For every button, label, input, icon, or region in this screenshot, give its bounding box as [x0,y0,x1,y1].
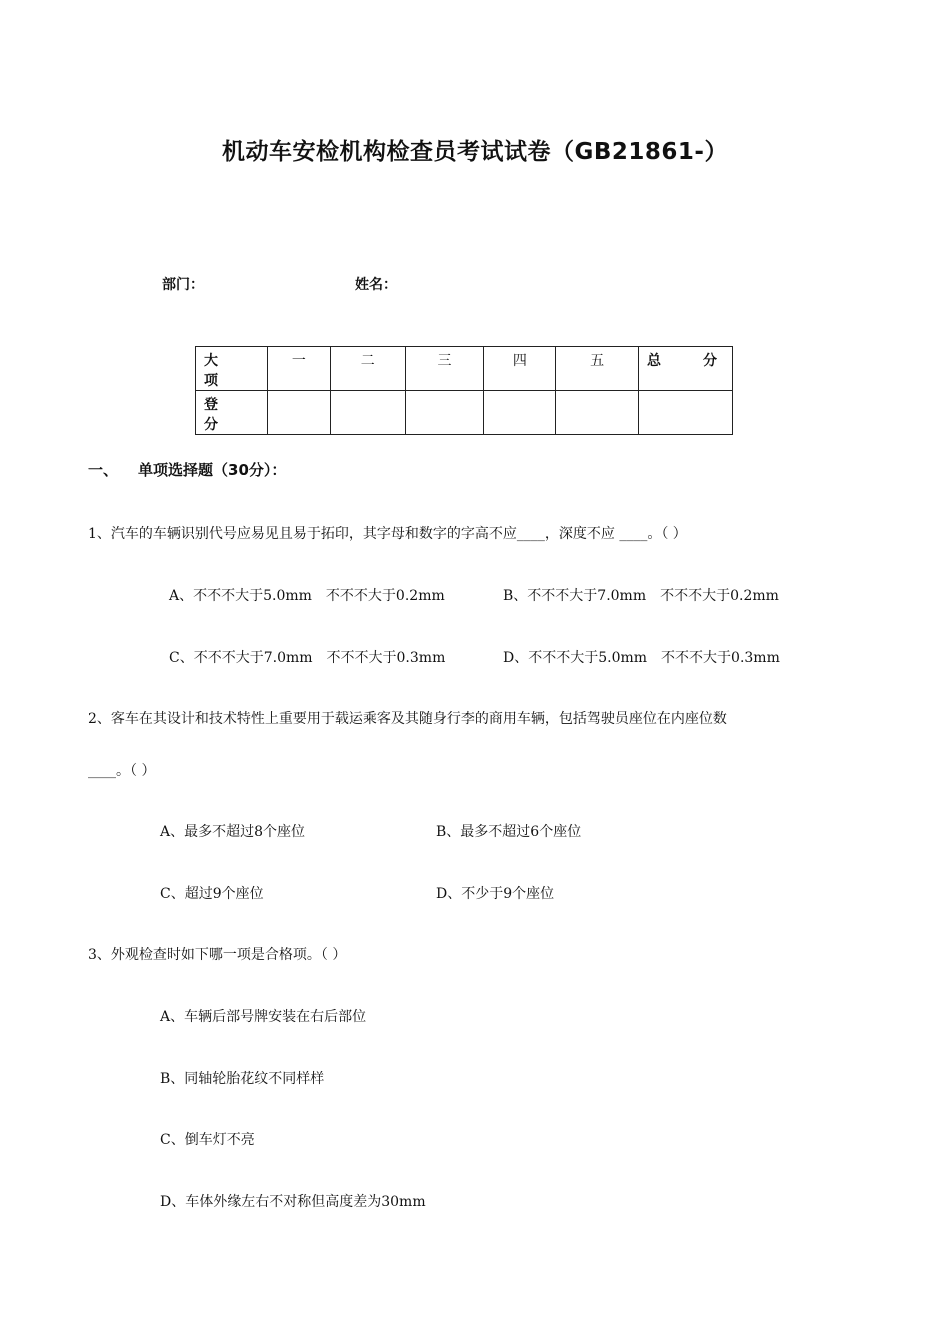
section-title: 单项选择题（30分）： [138,461,287,479]
score-header-4: 四 [484,347,556,391]
section-heading [88,459,286,480]
score-header-total: 总 分 [639,347,733,391]
q2-option-a: A、最多不超过8个座位 [160,824,306,840]
q3-option-a: A、车辆后部号牌安装在右后部位 [160,1009,367,1025]
score-header-item: 大 项 [196,347,268,391]
question-2-continued: ____。（ ） [88,763,156,779]
q1-option-d: D、不不不大于5.0mm 不不不大于0.3mm [503,650,780,666]
score-header-5: 五 [556,347,639,391]
score-cell [267,391,330,435]
score-cell [405,391,484,435]
score-table-header-row [196,347,733,391]
q3-option-c: C、倒车灯不亮 [160,1132,255,1148]
score-table [195,346,733,435]
department-label: 部门： [162,277,204,293]
q2-option-c: C、超过9个座位 [160,886,264,902]
score-header-3: 三 [405,347,484,391]
exam-title: 机动车安检机构检查员考试试卷（GB21861-） [222,139,728,165]
question-1: 1、汽车的车辆识别代号应易见且易于拓印，其字母和数字的字高不应____，深度不应 ____。（ ） [88,526,687,542]
score-header-1: 一 [267,347,330,391]
q1-option-b: B、不不不大于7.0mm 不不不大于0.2mm [503,588,779,604]
score-cell [639,391,733,435]
q3-option-d: D、车体外缘左右不对称但高度差为30mm [160,1194,426,1210]
score-cell [556,391,639,435]
q1-option-c: C、不不不大于7.0mm 不不不大于0.3mm [169,650,446,666]
score-table-entry-row [196,391,733,435]
name-label: 姓名： [355,277,397,293]
question-2: 2、客车在其设计和技术特性上重要用于载运乘客及其随身行李的商用车辆，包括驾驶员座位在内座位数 [88,711,727,727]
q2-option-b: B、最多不超过6个座位 [436,824,582,840]
score-row-label: 登 分 [196,391,268,435]
score-header-2: 二 [330,347,405,391]
section-number: 一、 [88,461,119,479]
q2-option-d: D、不少于9个座位 [436,886,555,902]
q3-option-b: B、同轴轮胎花纹不同样样 [160,1071,325,1087]
score-cell [484,391,556,435]
score-cell [330,391,405,435]
q1-option-a: A、不不不大于5.0mm 不不不大于0.2mm [169,588,445,604]
question-3: 3、外观检查时如下哪一项是合格项。（ ） [88,947,347,963]
